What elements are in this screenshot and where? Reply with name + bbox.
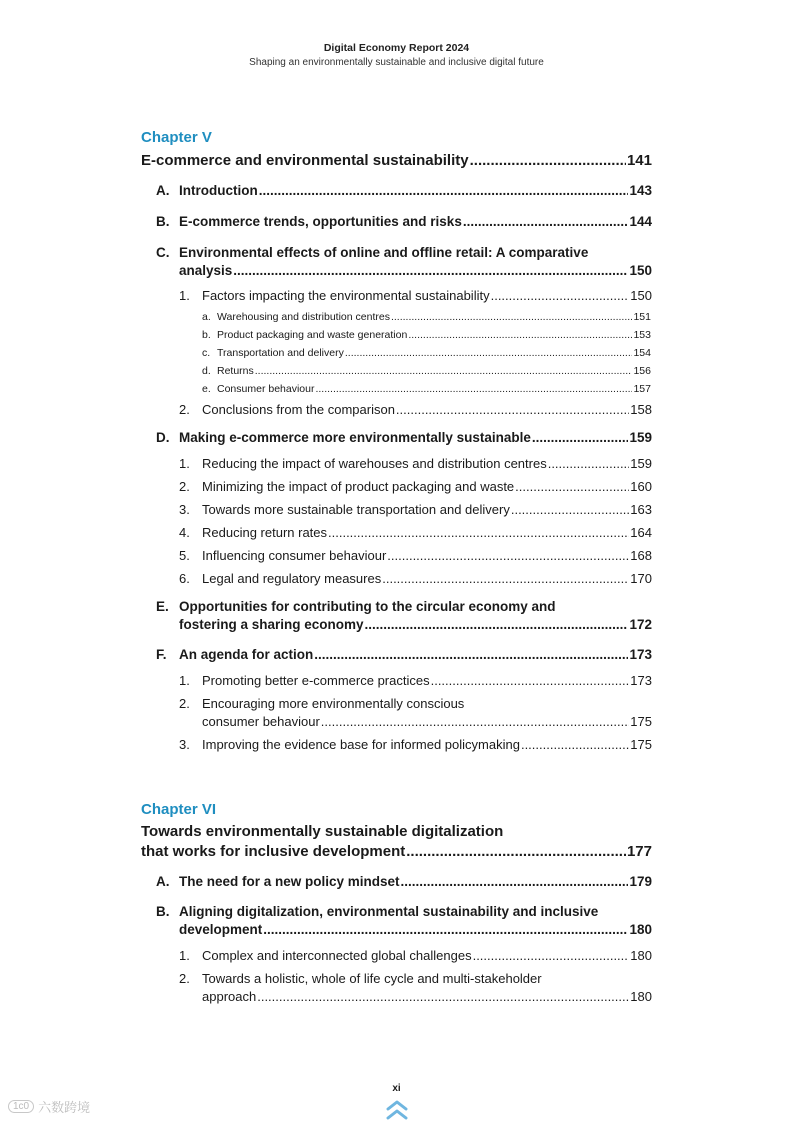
toc-page: 160 — [630, 479, 652, 494]
toc-text: Reducing the impact of warehouses and distribution centres — [202, 456, 547, 471]
toc-page: 180 — [630, 989, 652, 1004]
scroll-to-top-icon[interactable] — [384, 1098, 410, 1122]
toc-text: fostering a sharing economy — [179, 617, 364, 632]
toc-5c1[interactable] — [202, 288, 652, 303]
toc-text: consumer behaviour — [202, 714, 320, 729]
toc-text: Returns — [217, 365, 254, 377]
toc-num: B. — [156, 214, 170, 229]
toc-page: 143 — [629, 183, 652, 198]
toc-page: 168 — [630, 548, 652, 563]
toc-num: B. — [156, 904, 170, 919]
toc-num: c. — [202, 347, 211, 359]
toc-5d2[interactable] — [202, 479, 652, 494]
toc-5d[interactable] — [179, 430, 652, 445]
toc-5f1[interactable] — [202, 673, 652, 688]
toc-text: Transportation and delivery — [217, 347, 344, 359]
toc-page: 151 — [633, 311, 651, 323]
toc-5d6[interactable] — [202, 571, 652, 586]
toc-text: The need for a new policy mindset — [179, 874, 400, 889]
toc-page: 157 — [633, 383, 651, 395]
toc-page: 150 — [629, 263, 652, 278]
toc-5d3[interactable] — [202, 502, 652, 517]
toc-page: 154 — [633, 347, 651, 359]
chapter-5-label: Chapter V — [141, 129, 212, 146]
report-title: Digital Economy Report 2024 — [323, 42, 470, 54]
watermark — [8, 1097, 90, 1116]
toc-6b1[interactable] — [202, 948, 652, 963]
toc-page: 173 — [629, 647, 652, 662]
toc-page: 164 — [630, 525, 652, 540]
toc-num: 1. — [179, 288, 190, 303]
toc-text: E-commerce trends, opportunities and risks — [179, 214, 462, 229]
toc-page: 159 — [629, 430, 652, 445]
toc-num: 1. — [179, 673, 190, 688]
toc-chapter-5[interactable] — [141, 152, 652, 169]
toc-6b-line1[interactable]: Aligning digitalization, environmental sustainability and inclusive — [179, 904, 599, 919]
toc-num: 1. — [179, 948, 190, 963]
toc-text: approach — [202, 989, 257, 1004]
toc-text: that works for inclusive development — [141, 843, 406, 860]
toc-num: 5. — [179, 548, 190, 563]
toc-num: F. — [156, 647, 167, 662]
toc-6b[interactable] — [179, 922, 652, 937]
toc-5c1a[interactable] — [217, 311, 651, 323]
toc-5c1e[interactable] — [217, 383, 651, 395]
toc-5a[interactable] — [179, 183, 652, 198]
toc-num: 2. — [179, 479, 190, 494]
toc-5c2[interactable] — [202, 402, 652, 417]
toc-page: 180 — [629, 922, 652, 937]
toc-text: Reducing return rates — [202, 525, 328, 540]
toc-num: 6. — [179, 571, 190, 586]
toc-page: 144 — [629, 214, 652, 229]
toc-text: Making e-commerce more environmentally sustainable — [179, 430, 531, 445]
toc-num: C. — [156, 245, 170, 260]
toc-5f[interactable] — [179, 647, 652, 662]
toc-page: 170 — [630, 571, 652, 586]
toc-page: 175 — [630, 714, 652, 729]
toc-text: Improving the evidence base for informed policymaking — [202, 737, 520, 752]
toc-chapter-6-line1[interactable]: Towards environmentally sustainable digitalization — [141, 823, 504, 840]
toc-text: Minimizing the impact of product packaging and waste — [202, 479, 515, 494]
toc-text: Influencing consumer behaviour — [202, 548, 387, 563]
toc-5f2-line1[interactable]: Encouraging more environmentally conscious — [202, 696, 465, 711]
toc-5c-line1[interactable]: Environmental effects of online and offline retail: A comparative — [179, 245, 589, 260]
toc-page: 159 — [630, 456, 652, 471]
toc-text: Towards more sustainable transportation and delivery — [202, 502, 510, 517]
toc-num: A. — [156, 183, 170, 198]
toc-5f2[interactable] — [202, 714, 652, 729]
toc-num: d. — [202, 365, 211, 377]
toc-page: 156 — [633, 365, 651, 377]
toc-page: 177 — [626, 843, 652, 860]
toc-5d1[interactable] — [202, 456, 652, 471]
toc-page: 150 — [630, 288, 652, 303]
toc-num: 4. — [179, 525, 190, 540]
toc-num: b. — [202, 329, 211, 341]
toc-page: 173 — [630, 673, 652, 688]
toc-page: 163 — [630, 502, 652, 517]
toc-5c[interactable] — [179, 263, 652, 278]
toc-num: 3. — [179, 737, 190, 752]
toc-page: 172 — [629, 617, 652, 632]
toc-5b[interactable] — [179, 214, 652, 229]
toc-text: Legal and regulatory measures — [202, 571, 382, 586]
toc-num: e. — [202, 383, 211, 395]
toc-num: 2. — [179, 696, 190, 711]
toc-num: 2. — [179, 402, 190, 417]
toc-text: Product packaging and waste generation — [217, 329, 408, 341]
toc-num: A. — [156, 874, 170, 889]
toc-text: analysis — [179, 263, 233, 278]
toc-page: 158 — [630, 402, 652, 417]
toc-page: 153 — [633, 329, 651, 341]
toc-num: 1. — [179, 456, 190, 471]
toc-5c1c[interactable] — [217, 347, 651, 359]
toc-5f3[interactable] — [202, 737, 652, 752]
watermark-text: 六数跨境 — [38, 1100, 91, 1115]
toc-text: development — [179, 922, 263, 937]
toc-text: Warehousing and distribution centres — [217, 311, 390, 323]
toc-5c1d[interactable] — [217, 365, 651, 377]
toc-num: 3. — [179, 502, 190, 517]
toc-5e[interactable] — [179, 617, 652, 632]
report-subtitle: Shaping an environmentally sustainable and inclusive digital future — [249, 57, 544, 68]
toc-chapter-6[interactable] — [141, 843, 652, 860]
toc-num: D. — [156, 430, 170, 445]
toc-num: 2. — [179, 971, 190, 986]
toc-num: E. — [156, 599, 169, 614]
toc-text: An agenda for action — [179, 647, 314, 662]
toc-6b2-line1[interactable]: Towards a holistic, whole of life cycle and multi-stakeholder — [202, 971, 542, 986]
toc-text: Factors impacting the environmental sustainability — [202, 288, 490, 303]
toc-6b2[interactable] — [202, 989, 652, 1004]
toc-text: Conclusions from the comparison — [202, 402, 395, 417]
toc-text: E-commerce and environmental sustainability — [141, 152, 469, 169]
toc-page: 180 — [630, 948, 652, 963]
toc-5d5[interactable] — [202, 548, 652, 563]
toc-text: Promoting better e-commerce practices — [202, 673, 430, 688]
toc-text: Consumer behaviour — [217, 383, 315, 395]
toc-5d4[interactable] — [202, 525, 652, 540]
toc-page: 175 — [630, 737, 652, 752]
chapter-6-label: Chapter VI — [141, 801, 217, 818]
toc-5c1b[interactable] — [217, 329, 651, 341]
watermark-logo: 1c0 — [8, 1100, 34, 1113]
toc-5e-line1[interactable]: Opportunities for contributing to the circular economy and — [179, 599, 556, 614]
toc-6a[interactable] — [179, 874, 652, 889]
toc-page: 141 — [626, 152, 652, 169]
toc-text: Introduction — [179, 183, 258, 198]
toc-num: a. — [202, 311, 211, 323]
toc-page: 179 — [629, 874, 652, 889]
page-number: xi — [392, 1083, 401, 1094]
toc-text: Complex and interconnected global challenges — [202, 948, 472, 963]
